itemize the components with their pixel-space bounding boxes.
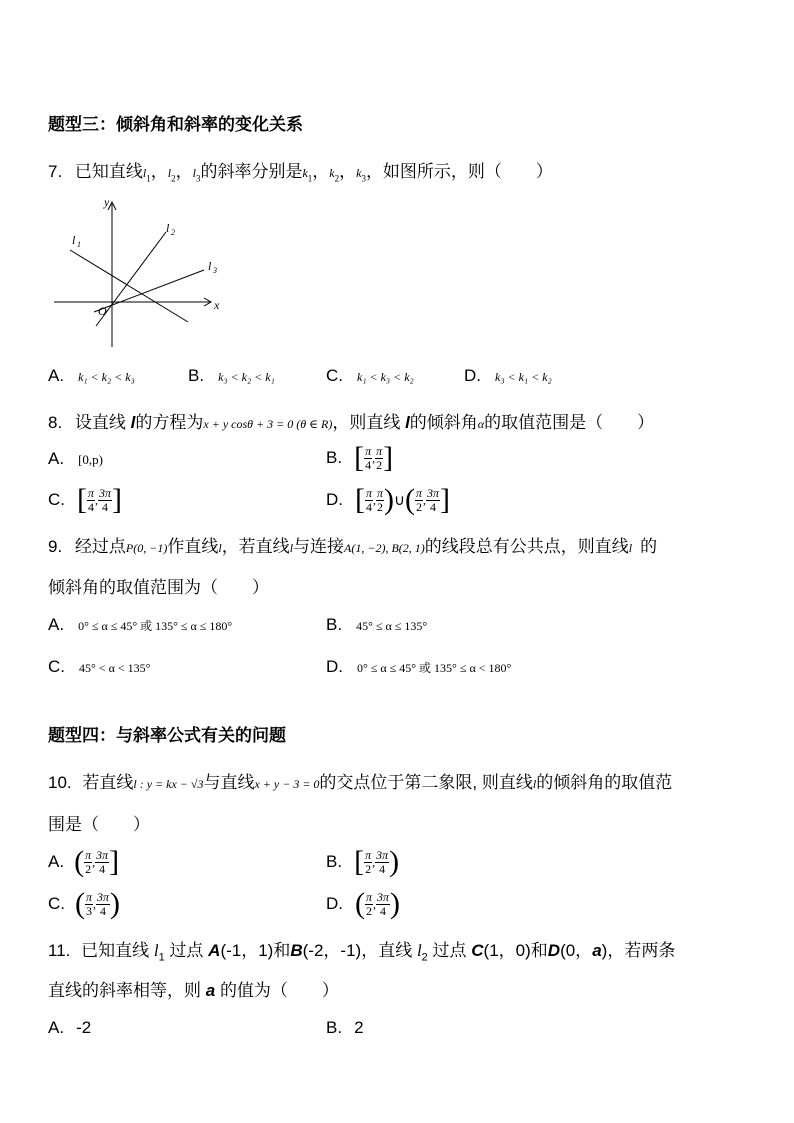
line-l1 bbox=[70, 250, 188, 322]
q8-option-a[interactable]: A. [0,p) bbox=[48, 449, 103, 468]
q7-line-figure bbox=[48, 192, 228, 352]
q8-option-c[interactable]: C. [ $\frac{\pi}{4}$ , $\frac{3\pi}{4}$ ] bbox=[48, 483, 123, 516]
question-9: 9. 经过点P(0, −1)作直线l，若直线l与连接A(1, −2), B(2, 1)的线段总有公共点，则直线l 的 bbox=[48, 537, 658, 556]
q7-option-b[interactable]: B. k₃ < k₂ < k₁ bbox=[188, 366, 275, 385]
q9-option-b[interactable]: B. 45° ≤ α ≤ 135° bbox=[326, 615, 428, 634]
line-l2-subscript: 2 bbox=[171, 228, 175, 237]
question-number: 10. bbox=[48, 773, 72, 792]
question-number: 8. bbox=[48, 413, 63, 432]
question-10: 10. 若直线l : y = kx − √3与直线x + y − 3 = 0的交点位于第二象限, 则直线l的倾斜角的取值范 bbox=[48, 773, 673, 792]
q9-option-d[interactable]: D. 0° ≤ α ≤ 45° 或 135° ≤ α < 180° bbox=[326, 657, 512, 676]
origin-label: O bbox=[98, 304, 107, 318]
q11-option-a[interactable]: A. -2 bbox=[48, 1018, 92, 1037]
question-7: 7. 已知直线$l_1$，$l_2$，$l_3$的斜率分别是$k_1$，$k_2$，$k_3$，如图所示，则（ ） bbox=[48, 162, 553, 184]
line-l1-label: l bbox=[72, 233, 76, 247]
interval: ( $\frac{\pi}{3}$ , $\frac{3\pi}{4}$ ) bbox=[75, 887, 121, 920]
line-l3-label: l bbox=[208, 259, 212, 273]
q9-option-a[interactable]: A. 0° ≤ α ≤ 45° 或 135° ≤ α ≤ 180° bbox=[48, 615, 233, 634]
line-l1-subscript: 1 bbox=[77, 240, 81, 249]
question-10-line2: 围是（ ） bbox=[48, 815, 150, 834]
section-heading-4: 题型四：与斜率公式有关的问题 bbox=[48, 726, 286, 745]
q9-option-c[interactable]: C. 45° < α < 135° bbox=[48, 657, 151, 676]
question-number: 7. bbox=[48, 162, 63, 181]
y-axis-label: y bbox=[104, 195, 110, 209]
question-8: 8. 设直线 l的方程为x + y cosθ + 3 = 0 (θ ∈ R)，则直线 l的倾斜角α的取值范围是（ ） bbox=[48, 413, 655, 432]
q11-option-b[interactable]: B. 2 bbox=[326, 1018, 364, 1037]
interval: [ $\frac{\pi}{4}$ , $\frac{\pi}{2}$ ] bbox=[354, 441, 394, 474]
q7-option-d[interactable]: D. k₃ < k₁ < k₂ bbox=[464, 366, 552, 385]
question-number: 9. bbox=[48, 537, 63, 556]
q10-option-b[interactable]: B. [ $\frac{\pi}{2}$ , $\frac{3\pi}{4}$ ) bbox=[326, 845, 400, 878]
interval: ( $\frac{\pi}{2}$ , $\frac{3\pi}{4}$ ] bbox=[74, 845, 120, 878]
q7-option-a[interactable]: A. k₁ < k₂ < k₃ bbox=[48, 366, 135, 385]
line-l2-label: l bbox=[166, 221, 170, 235]
q10-option-c[interactable]: C. ( $\frac{\pi}{3}$ , $\frac{3\pi}{4}$ ) bbox=[48, 887, 121, 920]
q8-option-d[interactable]: D. [ $\frac{\pi}{4}$ , $\frac{\pi}{2}$ ) ∪ ( $\frac{\pi}{2}$ , $\frac{3\pi}{4}$ ] bbox=[326, 483, 451, 516]
section-heading-3: 题型三：倾斜角和斜率的变化关系 bbox=[48, 115, 303, 134]
q10-option-a[interactable]: A. ( $\frac{\pi}{2}$ , $\frac{3\pi}{4}$ ] bbox=[48, 845, 120, 878]
x-axis-label: x bbox=[214, 298, 220, 312]
q7-option-c[interactable]: C. k₁ < k₃ < k₂ bbox=[326, 366, 414, 385]
line-l3-subscript: 3 bbox=[213, 266, 217, 275]
question-number: 11. bbox=[48, 941, 71, 960]
question-11: 11. 已知直线 $l_1$ 过点 A(-1，1)和B(-2，-1)，直线 $l_2$ 过点 C(1，0)和D(0，a)，若两条 bbox=[48, 941, 676, 964]
interval: [ $\frac{\pi}{2}$ , $\frac{3\pi}{4}$ ) bbox=[354, 845, 400, 878]
interval: ( $\frac{\pi}{2}$ , $\frac{3\pi}{4}$ ) bbox=[355, 887, 401, 920]
interval: [ $\frac{\pi}{4}$ , $\frac{3\pi}{4}$ ] bbox=[77, 483, 123, 516]
question-11-line2: 直线的斜率相等，则 a 的值为（ ） bbox=[48, 981, 339, 1000]
question-9-line2: 倾斜角的取值范围为（ ） bbox=[48, 578, 269, 597]
q10-option-d[interactable]: D. ( $\frac{\pi}{2}$ , $\frac{3\pi}{4}$ ) bbox=[326, 887, 401, 920]
q8-option-b[interactable]: B. [ $\frac{\pi}{4}$ , $\frac{\pi}{2}$ ] bbox=[326, 441, 394, 474]
line-l3 bbox=[94, 270, 204, 312]
interval-union: [ $\frac{\pi}{4}$ , $\frac{\pi}{2}$ ) ∪ ( $\frac{\pi}{2}$ , $\frac{3\pi}{4}$ ] bbox=[355, 483, 451, 516]
